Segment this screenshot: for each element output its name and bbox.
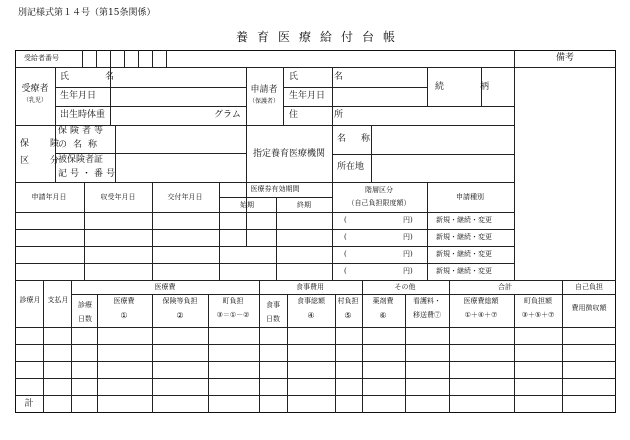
applicant-label: 申請者 — [250, 85, 278, 95]
institution-location-label: 所在地 — [337, 162, 365, 172]
medical-cost-header: 医療費 — [113, 297, 135, 305]
insurer-label-line1: 保険者等 — [58, 126, 107, 136]
medical-grand-header: 医療費総額 — [463, 297, 499, 305]
amount-unit: 円) — [403, 216, 413, 224]
village-share-no: ⑤ — [344, 311, 352, 320]
income-class-header: 階層区分 — [365, 186, 393, 194]
weight-unit: グラム — [214, 110, 241, 120]
validity-start-header: 始期 — [240, 201, 254, 209]
self-pay-group-header: 自己負担 — [575, 283, 603, 291]
apply-type-options: 新規・継続・変更 — [436, 233, 492, 241]
meal-total-header: 食事総額 — [297, 297, 325, 305]
form-frame — [15, 50, 616, 413]
town-share-formula: ③＝①－② — [216, 311, 250, 319]
patient-label-note: （乳児） — [22, 97, 48, 104]
patient-name-label: 氏 名 — [60, 72, 121, 82]
form-title: 養育医療給付台帳 — [235, 30, 405, 44]
drug-cost-header: 薬剤費 — [372, 297, 394, 305]
amount-open: ( — [344, 250, 347, 258]
amount-open: ( — [344, 233, 347, 241]
drug-cost-no: ⑥ — [379, 311, 387, 320]
patient-label: 受療者 — [21, 84, 49, 94]
insurance-share-header: 保険等負担 — [162, 297, 198, 305]
insurance-label-line2: 区 分 — [20, 156, 66, 166]
patient-birth-weight-label: 出生時体重 — [60, 110, 106, 120]
applicant-label-note: （保護者） — [248, 98, 280, 105]
transport-fee-header: 移送費⑦ — [413, 311, 441, 319]
apply-date-header: 申請年月日 — [31, 193, 67, 201]
amount-unit: 円) — [403, 267, 413, 275]
applicant-address-label: 住 所 — [289, 110, 350, 120]
apply-type-options: 新規・継続・変更 — [436, 216, 492, 224]
validity-period-header: 医療券有効期間 — [250, 185, 300, 193]
meal-group-header: 食事費用 — [296, 283, 324, 291]
institution-label: 指定養育医療機関 — [252, 149, 326, 159]
amount-open: ( — [344, 216, 347, 224]
apply-type-options: 新規・継続・変更 — [436, 267, 492, 275]
town-grand-header: 町負担額 — [524, 297, 552, 305]
applicant-birthdate-label: 生年月日 — [289, 91, 326, 101]
issue-date-header: 交付年月日 — [167, 193, 203, 201]
income-class-note: （自己負担限度額） — [347, 199, 411, 207]
validity-end-header: 終期 — [297, 201, 311, 209]
village-share-header: 村負担 — [337, 297, 359, 305]
applicant-name-label: 氏 名 — [289, 72, 350, 82]
amount-open: ( — [344, 267, 347, 275]
treatment-month-header: 診療月 — [19, 296, 41, 304]
total-group-header: 合計 — [498, 283, 512, 291]
patient-birthdate-label: 生年月日 — [60, 91, 97, 101]
medical-cost-no: ① — [120, 311, 128, 320]
insured-label-line2: 記号・番号 — [58, 169, 119, 179]
insured-label-line1: 被保険者証 — [58, 155, 104, 165]
medical-grand-formula: ①＋④＋⑦ — [464, 311, 498, 319]
institution-name-label: 名 称 — [337, 134, 374, 144]
receipt-date-header: 収受年月日 — [100, 193, 136, 201]
meal-total-no: ④ — [307, 311, 315, 320]
form-number: 別記様式第１４号（第15条関係） — [18, 8, 156, 18]
visit-days-header: 診療日数 — [78, 301, 92, 323]
sum-label: 計 — [24, 399, 34, 409]
amount-unit: 円) — [403, 250, 413, 258]
town-share-header: 町負担 — [222, 297, 244, 305]
meal-days-header: 食事日数 — [266, 301, 280, 323]
other-group-header: その他 — [394, 283, 416, 291]
nursing-fee-header: 看護料・ — [413, 297, 441, 305]
recipient-number-label: 受給者番号 — [24, 54, 59, 62]
insurance-label-line1: 保 険 — [20, 139, 66, 149]
collected-header: 費用徴収額 — [571, 304, 607, 312]
apply-type-header: 申請種別 — [456, 193, 484, 201]
remarks-label: 備考 — [555, 53, 575, 63]
town-grand-formula: ③＋⑤＋⑦ — [521, 311, 555, 319]
insurer-label-line2: の名称 — [58, 140, 104, 150]
payment-month-header: 支払月 — [47, 296, 69, 304]
apply-type-options: 新規・継続・変更 — [436, 250, 492, 258]
medical-group-header: 医療費 — [154, 283, 176, 291]
relationship-label: 続 柄 — [435, 82, 496, 92]
amount-unit: 円) — [403, 233, 413, 241]
insurance-share-no: ② — [176, 311, 184, 320]
